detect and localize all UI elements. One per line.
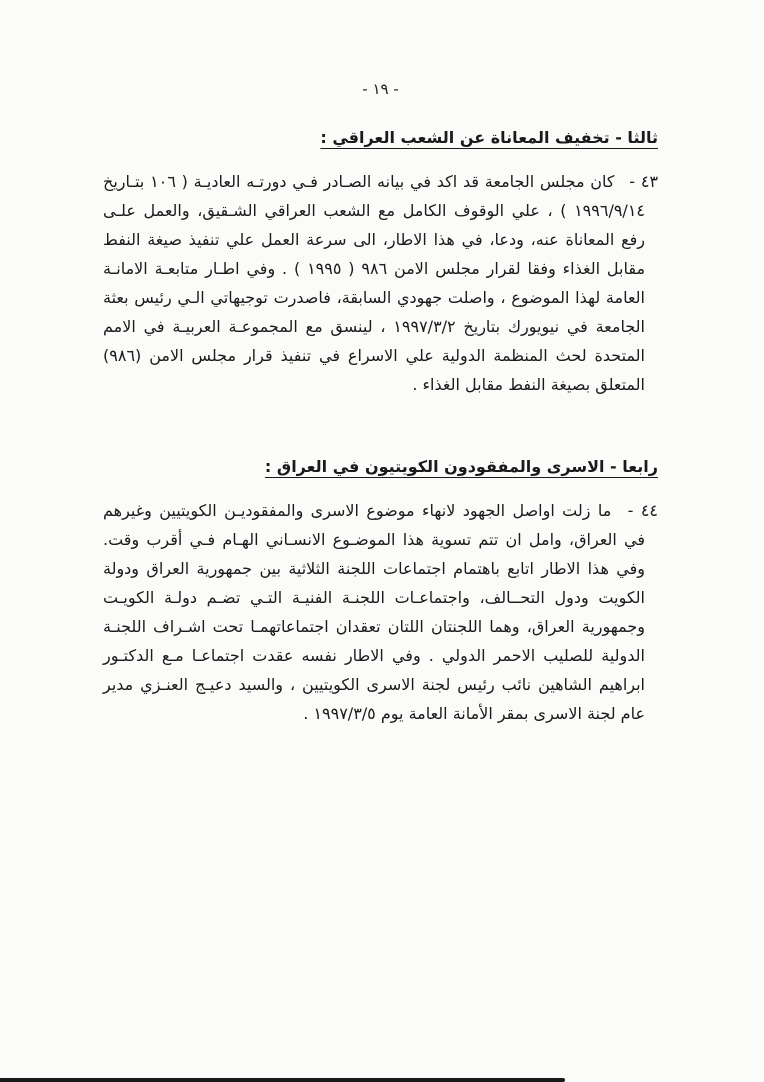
paragraph-44-number: ٤٤ - [627,501,659,520]
paragraph-44 [103,496,658,728]
scan-edge-artifact [0,1078,565,1082]
page-number: - ١٩ - [362,80,399,98]
section-third-heading: ثالثا - تخفيف المعاناة عن الشعب العراقي : [320,128,658,147]
section-fourth [103,457,658,728]
section-third [103,128,658,399]
paragraph-43-number: ٤٣ - [629,172,659,191]
section-fourth-heading: رابعا - الاسرى والمفقودون الكويتيون في العراق : [264,457,658,476]
paragraph-43-text: كان مجلس الجامعة قد اكد في بيانه الصـادر فـي دورتـه العاديـة ( ١٠٦ بتـاريخ ١٩٩٦/٩/١٤ ) ، علي الوقوف الكامل مع الشعب العراقي الشـقيق، والعمل علـى رفع المعاناة عنه، ودعا، في هذا الاطار، الى سرعة العمل علي تنفيذ صيغة النفط مقابل الغذاء وفقا لقرار مجلس الامن ٩٨٦ ( ١٩٩٥ ) . وفي اطـار متابعـة الامانـة العامة لهذا الموضوع ، واصلت جهودي السابقة، فاصدرت توجيهاتي الـي رئيس بعثة الجامعة في نيويورك بتاريخ ١٩٩٧/٣/٢ ، لينسق مع المجموعـة العربيـة في الامم المتحدة لحث المنظمة الدولية علي الاسراع في تنفيذ قرار مجلس الامن (٩٨٦) المتعلق بصيغة النفط مقابل الغذاء . [103,172,646,394]
paragraph-44-text: ما زلت اواصل الجهود لانهاء موضوع الاسرى والمفقوديـن الكويتيين وغيرهم في العراق، وامل ان تتم تسوية هذا الموضـوع الانسـاني الهـام فـي أقرب وقت. وفي هذا الاطار اتابع باهتمام اجتماعات اللجنة الثلاثية بين جمهورية العراق ودولة الكويت ودول التحــالف، واجتماعـات اللجنـة الفنيـة التـي تضـم دولـة الكويـت وجمهورية العراق، وهما اللجنتان اللتان تعقدان اجتماعاتهمـا تحت اشـراف اللجنـة الدولية للصليب الاحمر الدولي . وفي الاطار نفسه عقدت اجتماعـا مـع الدكتـور ابراهيم الشاهين نائب رئيس لجنة الاسرى الكويتيين ، والسيد دعيـج العنـزي مدير عام لجنة الاسرى بمقر الأمانة العامة يوم ١٩٩٧/٣/٥ . [103,501,645,723]
paragraph-43 [103,167,658,399]
